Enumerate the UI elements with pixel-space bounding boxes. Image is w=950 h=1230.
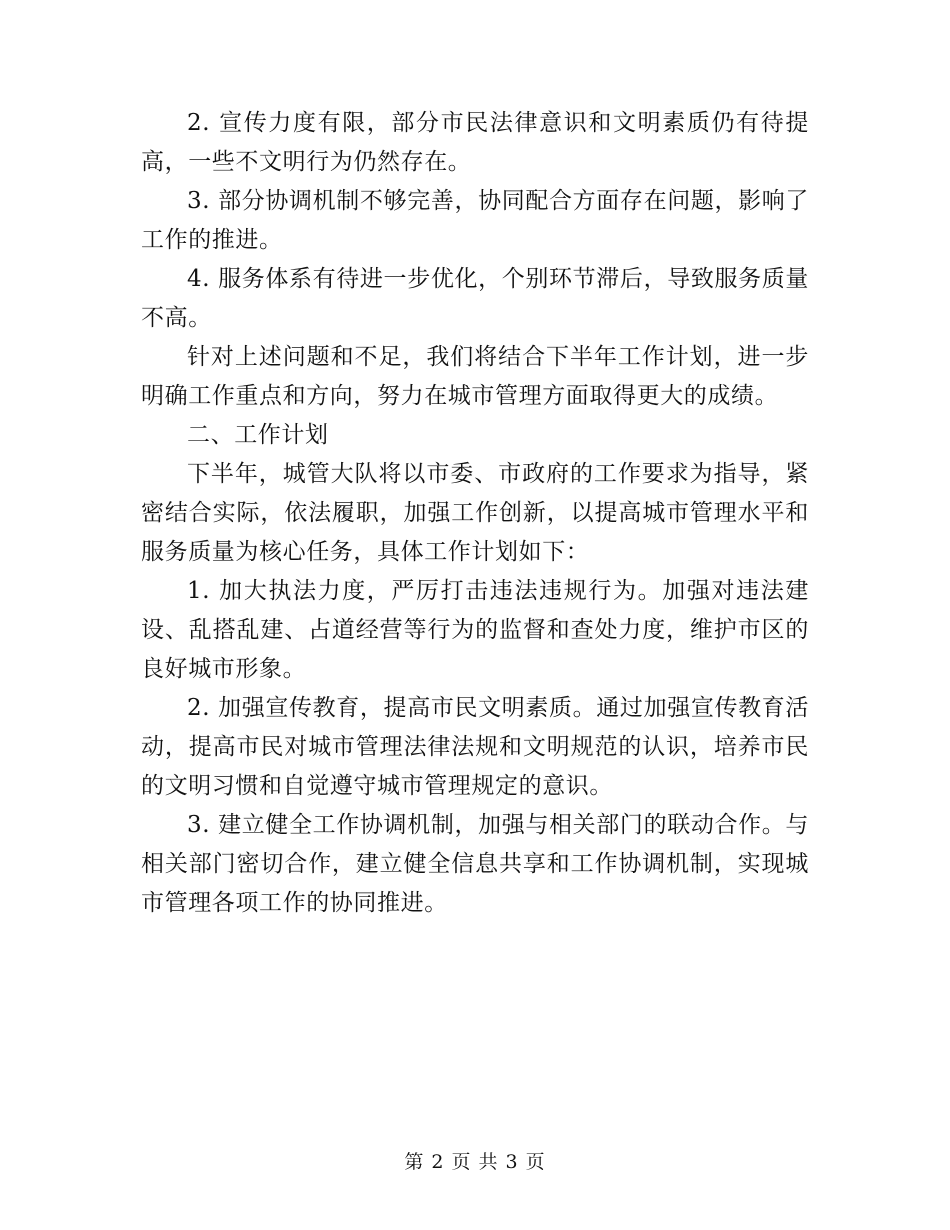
document-body — [141, 104, 809, 923]
paragraph-plan-1: 1. 加大执法力度，严厉打击违法违规行为。加强对违法建设、乱搭乱建、占道经营等行为的监督和查处力度，维护市区的良好城市形象。 — [141, 578, 809, 682]
paragraph-issue-2: 2. 宣传力度有限，部分市民法律意识和文明素质仍有待提高，一些不文明行为仍然存在。 — [141, 110, 809, 175]
paragraph-issue-3: 3. 部分协调机制不够完善，协同配合方面存在问题，影响了工作的推进。 — [141, 188, 809, 253]
paragraph-issue-4: 4. 服务体系有待进一步优化，个别环节滞后，导致服务质量不高。 — [141, 266, 809, 331]
section-heading-work-plan: 二、工作计划 — [187, 422, 329, 448]
paragraph-plan-intro: 下半年，城管大队将以市委、市政府的工作要求为指导，紧密结合实际，依法履职，加强工作创新，以提高城市管理水平和服务质量为核心任务，具体工作计划如下： — [141, 461, 809, 565]
paragraph-plan-2: 2. 加强宣传教育，提高市民文明素质。通过加强宣传教育活动，提高市民对城市管理法律法规和文明规范的认识，培养市民的文明习惯和自觉遵守城市管理规定的意识。 — [141, 695, 809, 799]
paragraph-plan-3: 3. 建立健全工作协调机制，加强与相关部门的联动合作。与相关部门密切合作，建立健全信息共享和工作协调机制，实现城市管理各项工作的协同推进。 — [141, 812, 809, 916]
page-number-footer: 第 2 页 共 3 页 — [404, 1151, 546, 1173]
paragraph-summary: 针对上述问题和不足，我们将结合下半年工作计划，进一步明确工作重点和方向，努力在城市管理方面取得更大的成绩。 — [141, 344, 809, 409]
